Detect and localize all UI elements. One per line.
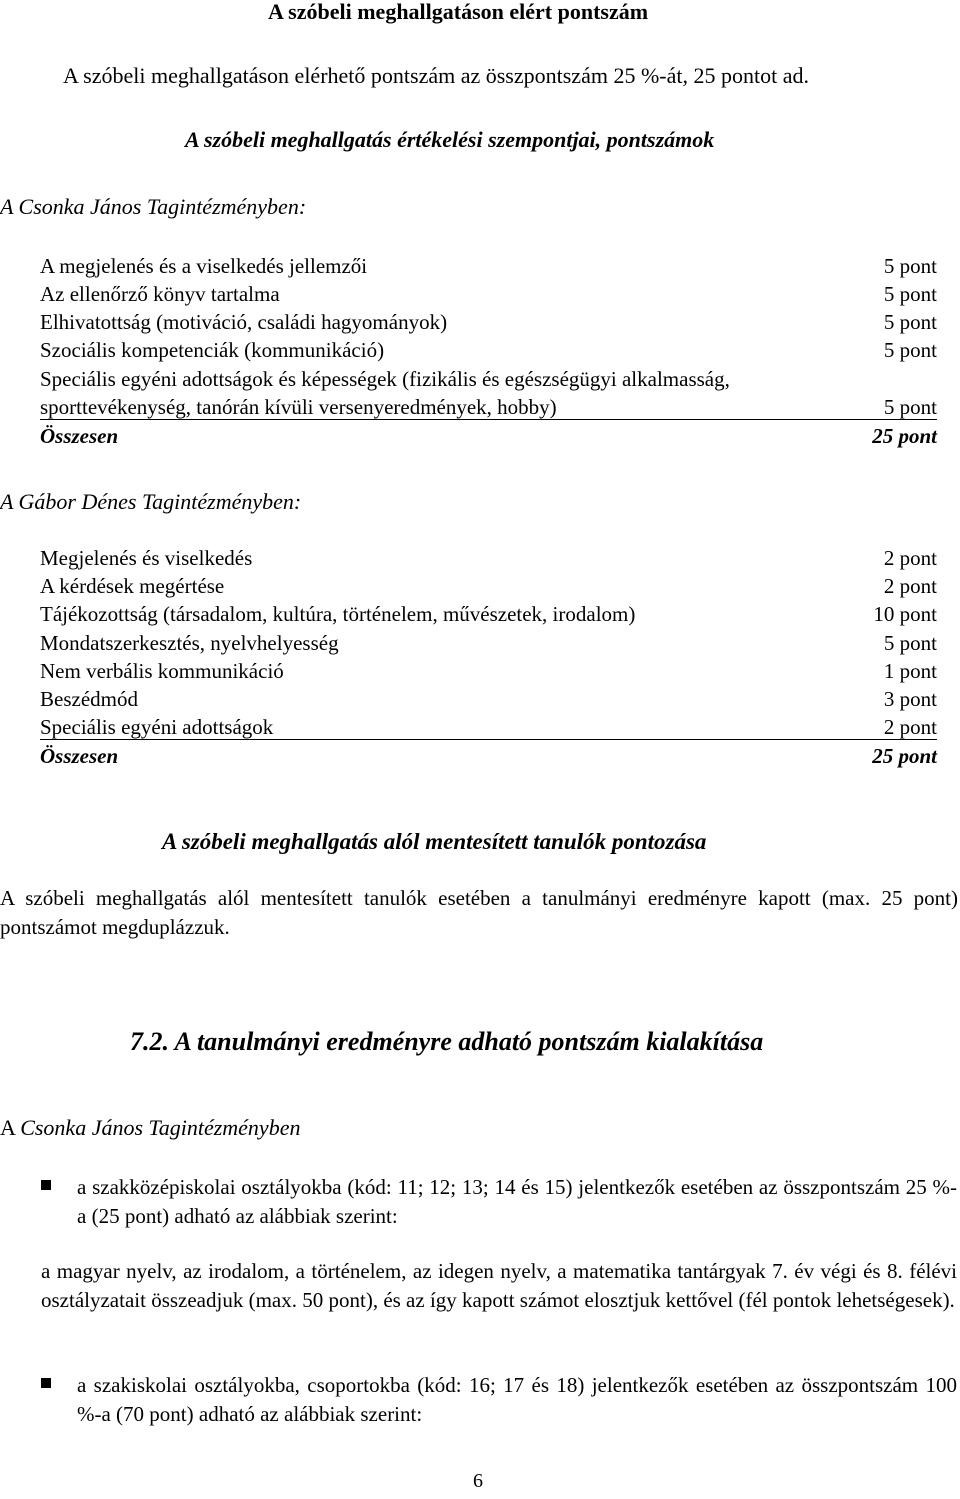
csonka-row-special-line2 [40, 394, 937, 420]
criterion-points: 5 pont [883, 395, 937, 419]
gabor-row [40, 630, 937, 656]
csonka-row [40, 309, 937, 335]
exempt-text: A szóbeli meghallgatás alól mentesített tanulók esetében a tanulmányi eredményre kapott (max. 25 pont) pontszámot megduplázzuk. [0, 886, 958, 939]
criterion-points: 2 pont [883, 546, 937, 570]
csonka-row-special-line1 [40, 366, 937, 392]
csonka-title: A Csonka János Tagintézményben: [0, 194, 307, 219]
criterion-label: A kérdések megértése [40, 574, 225, 598]
total-points: 25 pont [872, 424, 937, 448]
bullet-text: a szakközépiskolai osztályokba (kód: 11; 12; 13; 14 és 15) jelentkezők esetében az összpontszám 25 %-a (25 pont) adható az alábbiak szerint: [77, 1175, 957, 1228]
grades-paragraph: a magyar nyelv, az irodalom, a történelem, az idegen nyelv, a matematika tantárgyak 7. év végi és 8. félévi osztályzatait összeadjuk (max. 50 pont), és az így kapott számot elosztjuk kettővel (fél pontok lehetségesek). [41, 1259, 957, 1312]
csonka-total-row [40, 423, 937, 449]
total-points: 25 pont [872, 744, 937, 768]
gabor-row [40, 714, 937, 740]
criteria-heading: A szóbeli meghallgatás értékelési szempontjai, pontszámok [185, 127, 715, 152]
gabor-title: A Gábor Dénes Tagintézményben: [0, 489, 302, 514]
gabor-row [40, 545, 937, 571]
gabor-row [40, 686, 937, 712]
criterion-points: 5 pont [883, 631, 937, 655]
page-number: 6 [473, 1470, 483, 1492]
section-72-heading: 7.2. A tanulmányi eredményre adható pontszám kialakítása [130, 1027, 764, 1056]
criterion-label: Speciális egyéni adottságok [40, 715, 274, 739]
criterion-label: Nem verbális kommunikáció [40, 659, 284, 683]
total-label: Összesen [40, 424, 119, 448]
criterion-label: Speciális egyéni adottságok és képességek (fizikális és egészségügyi alkalmasság, [40, 367, 730, 391]
bullet-text: a szakiskolai osztályokba, csoportokba (kód: 16; 17 és 18) jelentkezők esetében az összpontszám 100 %-a (70 pont) adható az alábbiak szerint: [77, 1373, 957, 1426]
criterion-label: Elhivatottság (motiváció, családi hagyományok) [40, 310, 448, 334]
criterion-label: Az ellenőrző könyv tartalma [40, 282, 280, 306]
criterion-points: 5 pont [883, 338, 937, 362]
csonka-row [40, 281, 937, 307]
square-bullet-icon [41, 1378, 51, 1388]
section-72-subtitle [0, 1115, 300, 1141]
csonka-row [40, 253, 937, 279]
subtitle-prefix: A [0, 1115, 21, 1140]
gabor-row [40, 658, 937, 684]
section-heading: A szóbeli meghallgatáson elért pontszám [268, 0, 649, 24]
intro-text: A szóbeli meghallgatáson elérhető pontszám az összpontszám 25 %-át, 25 pontot ad. [63, 63, 809, 88]
criterion-points: 5 pont [883, 282, 937, 306]
csonka-row [40, 337, 937, 363]
criterion-points: 5 pont [883, 310, 937, 334]
gabor-total-row [40, 743, 937, 769]
criterion-label: Tájékozottság (társadalom, kultúra, történelem, művészetek, irodalom) [40, 602, 636, 626]
criterion-points: 1 pont [883, 659, 937, 683]
exempt-heading: A szóbeli meghallgatás alól mentesített tanulók pontozása [162, 829, 707, 854]
criterion-label: Mondatszerkesztés, nyelvhelyesség [40, 631, 339, 655]
criterion-label: sporttevékenység, tanórán kívüli versenyeredmények, hobby) [40, 395, 557, 419]
criterion-label: A megjelenés és a viselkedés jellemzői [40, 254, 368, 278]
criterion-label: Megjelenés és viselkedés [40, 546, 253, 570]
criterion-points: 5 pont [883, 254, 937, 278]
square-bullet-icon [41, 1180, 51, 1190]
criterion-points: 2 pont [883, 574, 937, 598]
gabor-row [40, 573, 937, 599]
total-label: Összesen [40, 744, 119, 768]
criterion-label: Beszédmód [40, 687, 138, 711]
criterion-label: Szociális kompetenciák (kommunikáció) [40, 338, 385, 362]
gabor-row [40, 601, 937, 627]
subtitle-italic: Csonka János Tagintézményben [20, 1115, 301, 1140]
criterion-points: 2 pont [883, 715, 937, 739]
criterion-points: 3 pont [883, 687, 937, 711]
criterion-points: 10 pont [873, 602, 937, 626]
